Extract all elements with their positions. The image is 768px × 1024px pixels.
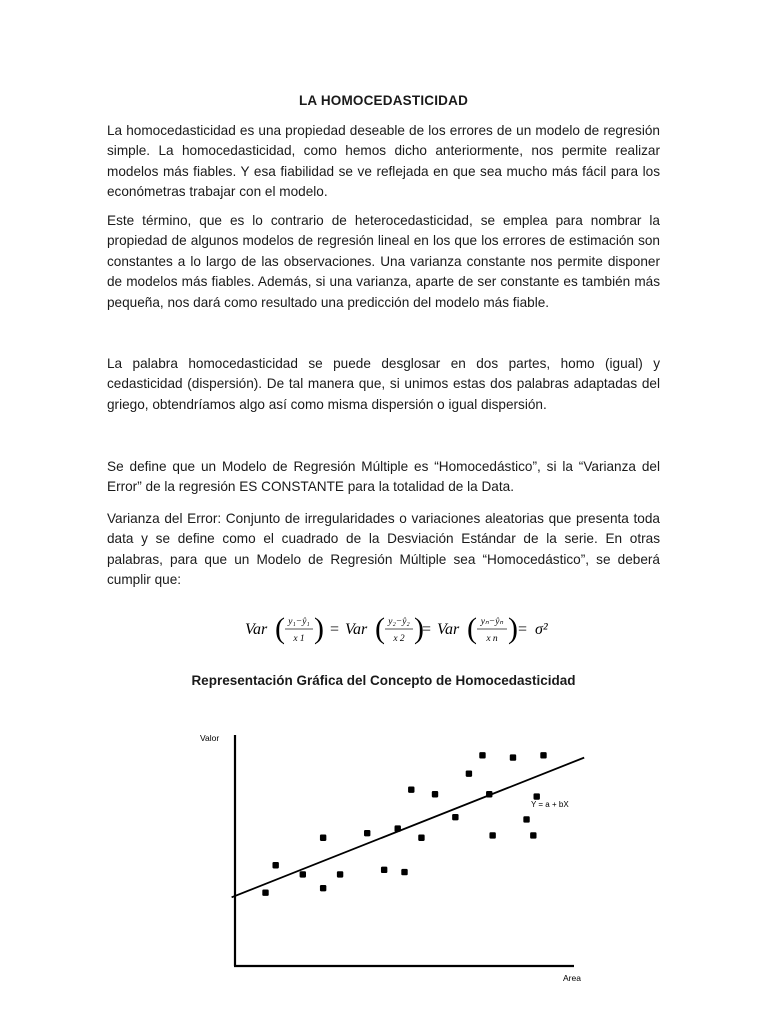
data-point-7 [364, 830, 370, 836]
data-point-6 [337, 871, 343, 877]
data-point-4 [320, 885, 326, 891]
chart-heading: Representación Gráfica del Concepto de Homocedasticidad [191, 673, 576, 688]
formula-paren-open-2: ( [375, 612, 385, 645]
chart-axes-group [200, 733, 581, 983]
formula-den-2: x 2 [393, 634, 405, 644]
data-point-18 [489, 832, 495, 838]
data-point-1 [262, 890, 268, 896]
formula-paren-close-2: ) [414, 612, 424, 645]
data-point-8 [381, 867, 387, 873]
formula-var-3: Var [437, 621, 460, 638]
data-point-20 [523, 816, 529, 822]
formula-paren-open-3: ( [467, 612, 477, 645]
data-point-2 [272, 862, 278, 868]
paragraph-1: La homocedasticidad es una propiedad deseable de los errores de un modelo de regresión simple. La homocedasticidad, como hemos dicho anteriormente, nos permite realizar modelos más fiables. Y esa fiabilidad se ve reflejada en que sea mucho más fácil para los económetras trabajar con el modelo. [107, 123, 660, 200]
formula-var-1: Var [245, 621, 268, 638]
data-point-22 [534, 793, 540, 799]
data-point-16 [479, 752, 485, 758]
formula-paren-open-1: ( [275, 612, 285, 645]
data-point-5 [320, 835, 326, 841]
data-point-11 [408, 786, 414, 792]
regression-equation-label: Y = a + bX [531, 800, 569, 809]
formula-num-1: y₁−ŷ₁ [288, 617, 310, 627]
data-point-23 [540, 752, 546, 758]
formula-paren-close-3: ) [508, 612, 518, 645]
formula-sigma-squared: σ² [535, 621, 548, 638]
document-title: LA HOMOCEDASTICIDAD [298, 93, 469, 108]
data-point-14 [452, 814, 458, 820]
paragraph-3: La palabra homocedasticidad se puede desglosar en dos partes, homo (igual) y cedasticidad (dispersión). De tal manera que, si unimos estas dos palabras adaptadas del griego, obtendríamos algo así como misma dispersión o igual dispersión. [107, 356, 660, 412]
formula-num-3: yₙ−ŷₙ [480, 617, 504, 627]
data-point-3 [300, 871, 306, 877]
data-point-9 [395, 825, 401, 831]
formula-num-2: y₂−ŷ₂ [388, 617, 410, 627]
y-axis-label: Valor [200, 733, 220, 743]
paragraph-4: Se define que un Modelo de Regresión Múltiple es “Homocedástico”, si la “Varianza del Error” de la regresión ES CONSTANTE para la totalidad de la Data. [107, 459, 660, 495]
formula-var-2: Var [345, 621, 368, 638]
paragraph-5: Varianza del Error: Conjunto de irregularidades o variaciones aleatorias que presenta toda data y se define como el cuadrado de la Desviación Estándar de la serie. En otras palabras, para que un Modelo de Regresión Múltiple sea “Homocedástico”, se deberá cumplir que: [107, 511, 660, 588]
homoscedasticity-formula [107, 610, 660, 650]
formula-den-3: x n [486, 634, 498, 644]
formula-equals-2: = [422, 621, 432, 638]
formula-den-1: x 1 [293, 634, 305, 644]
data-point-10 [401, 869, 407, 875]
x-axis-label: Area [563, 973, 581, 983]
formula-paren-close-1: ) [314, 612, 324, 645]
data-point-19 [510, 754, 516, 760]
scatter-chart [180, 725, 600, 990]
formula-equals-3: = [518, 621, 528, 638]
data-point-13 [432, 791, 438, 797]
paragraph-2: Este término, que es lo contrario de heterocedasticidad, se emplea para nombrar la propiedad de algunos modelos de regresión lineal en los que los errores de estimación son constantes a lo largo de las observaciones. Una varianza constante nos permite disponer de modelos más fiables. Además, si una varianza, aparte de ser constante es también más pequeña, nos dará como resultado una predicción del modelo más fiable. [107, 213, 660, 310]
regression-line [232, 758, 585, 898]
data-point-21 [530, 832, 536, 838]
formula-equals-1: = [330, 621, 340, 638]
chart-marks-group [232, 752, 585, 897]
data-point-17 [486, 791, 492, 797]
data-point-15 [466, 770, 472, 776]
data-point-12 [418, 835, 424, 841]
